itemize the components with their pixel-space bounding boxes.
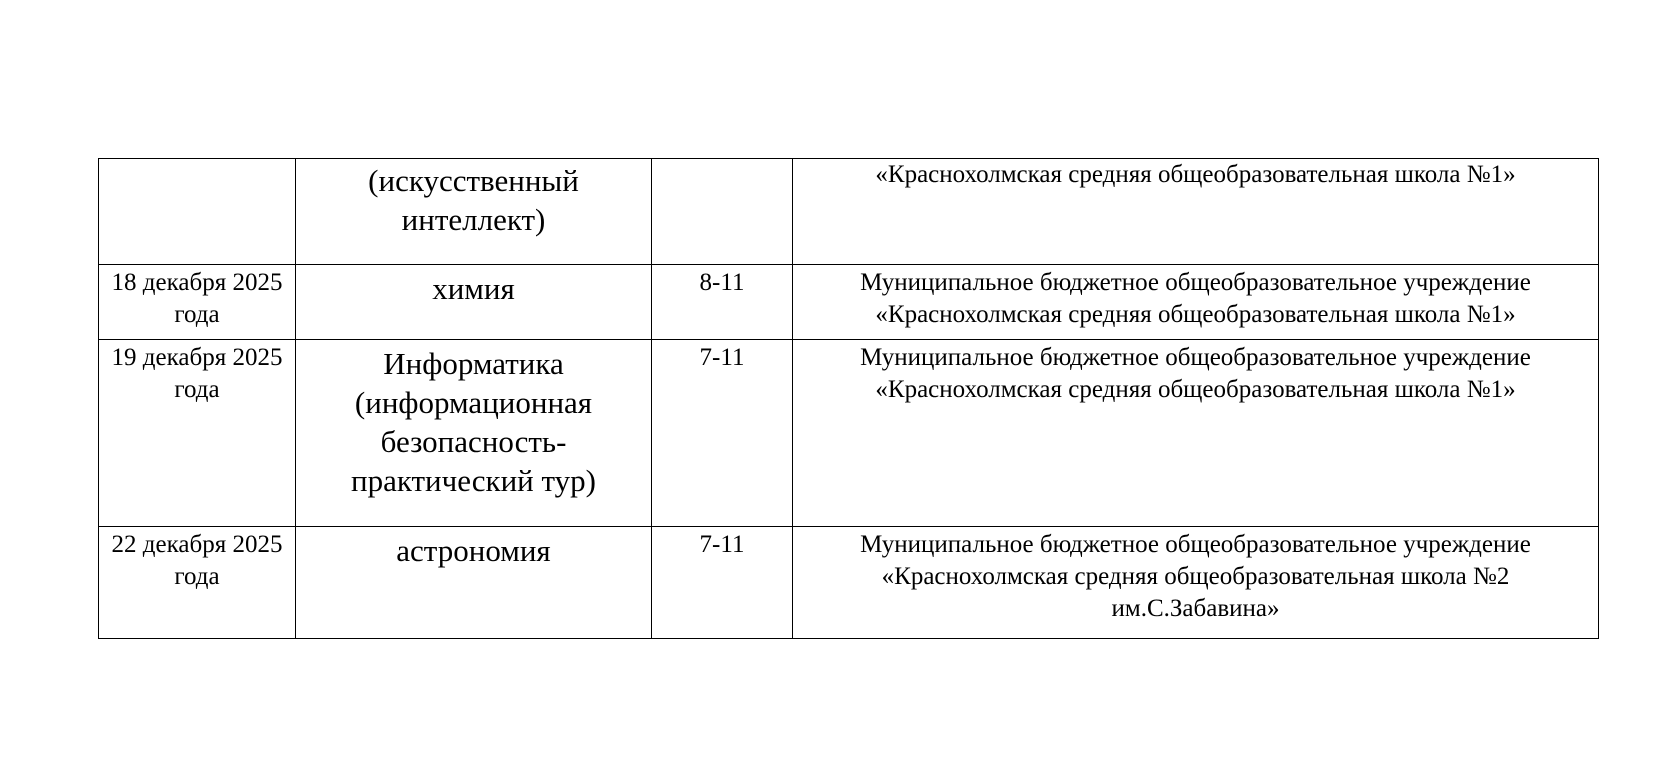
venue-cell	[793, 159, 1599, 265]
date-cell	[99, 340, 296, 527]
grades-text: 7-11	[699, 344, 745, 371]
subject-cell	[296, 527, 652, 639]
venue-text: Муниципальное бюджетное общеобразовательное учреждение «Краснохолмская средняя общеобразовательная школа №2 им.С.Забавина»	[860, 531, 1531, 622]
date-text: 19 декабря 2025 года	[111, 344, 283, 403]
date-cell	[99, 527, 296, 639]
table-row	[99, 265, 1599, 340]
subject-cell	[296, 265, 652, 340]
grades-cell	[652, 159, 793, 265]
subject-text: Информатика (информационная безопасность-практический тур)	[351, 346, 596, 498]
venue-cell	[793, 340, 1599, 527]
grades-text: 7-11	[699, 531, 745, 558]
venue-text: «Краснохолмская средняя общеобразовательная школа №1»	[875, 161, 1516, 188]
date-text: 18 декабря 2025 года	[111, 269, 283, 328]
date-text: 22 декабря 2025 года	[111, 531, 283, 590]
venue-text: Муниципальное бюджетное общеобразовательное учреждение «Краснохолмская средняя общеобразовательная школа №1»	[860, 269, 1531, 328]
venue-cell	[793, 265, 1599, 340]
venue-text: Муниципальное бюджетное общеобразовательное учреждение «Краснохолмская средняя общеобразовательная школа №1»	[860, 344, 1531, 403]
table-row	[99, 527, 1599, 639]
subject-text: астрономия	[396, 533, 551, 568]
subject-cell	[296, 159, 652, 265]
venue-cell	[793, 527, 1599, 639]
grades-text: 8-11	[699, 269, 745, 296]
grades-cell	[652, 340, 793, 527]
grades-cell	[652, 527, 793, 639]
table-row	[99, 340, 1599, 527]
table-row	[99, 159, 1599, 265]
subject-text: химия	[432, 271, 515, 306]
date-cell	[99, 159, 296, 265]
date-cell	[99, 265, 296, 340]
olympiad-schedule-table	[98, 158, 1599, 639]
subject-text: (искусственный интеллект)	[368, 163, 579, 237]
grades-cell	[652, 265, 793, 340]
subject-cell	[296, 340, 652, 527]
